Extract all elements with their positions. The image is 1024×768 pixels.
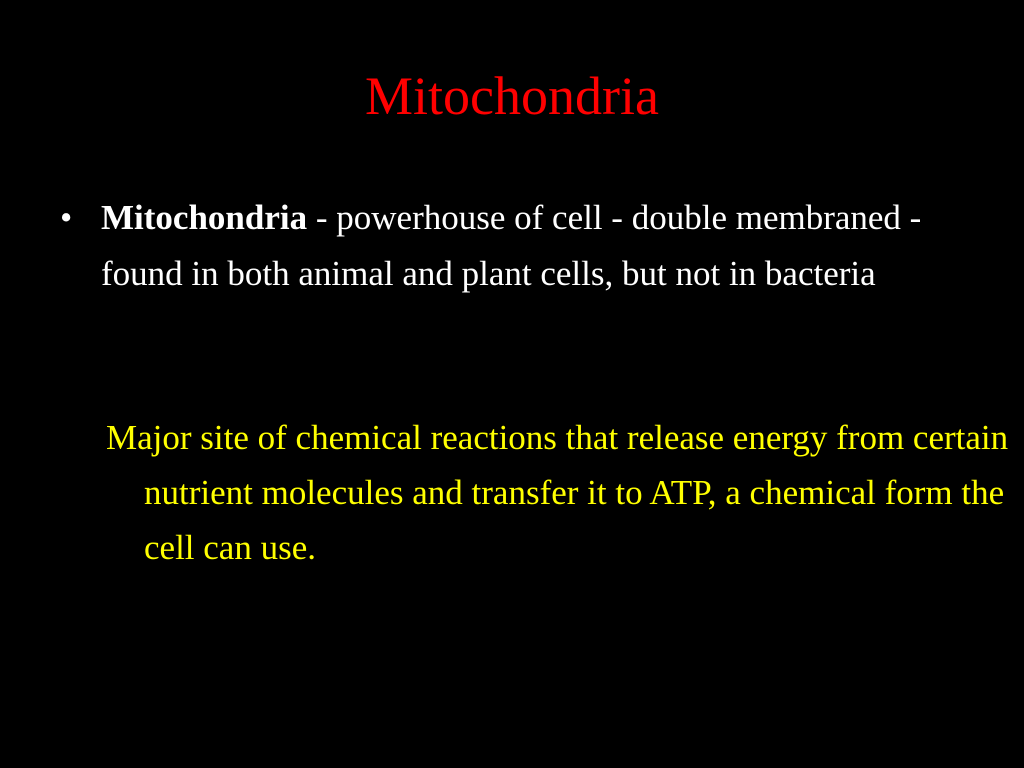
bullet-term: Mitochondria [101,198,308,237]
sub-paragraph: Major site of chemical reactions that release energy from certain nutrient molecules and transfer it to ATP, a chemical form the cell can use. [106,418,1009,567]
bullet-icon: • [60,198,73,237]
bullet-item [60,190,960,302]
slide-title: Mitochondria [365,66,659,126]
bullet-description: - powerhouse of cell - double membraned - found in both animal and plant cells, but not in bacteria [101,198,922,293]
bullet-list [60,190,960,302]
